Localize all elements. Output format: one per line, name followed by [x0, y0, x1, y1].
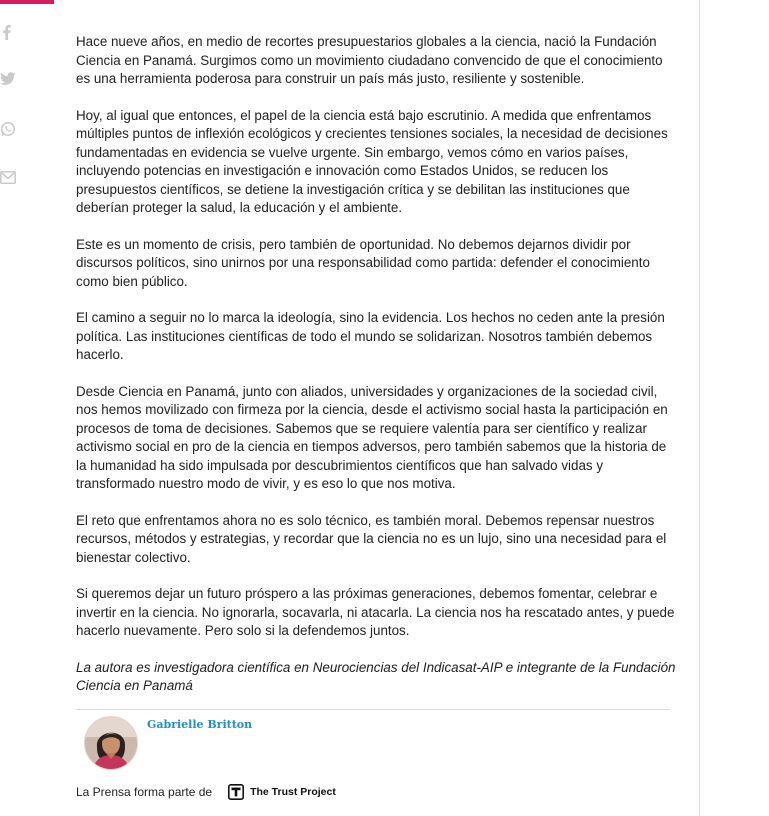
author-divider [76, 709, 670, 710]
trust-project-name: The Trust Project [250, 786, 336, 798]
article-paragraph: Este es un momento de crisis, pero también de oportunidad. No debemos dejarnos dividir por discursos políticos, sino unirnos por una responsabilidad como partida: defender el conocimiento como bien público. [76, 236, 650, 289]
article-body [76, 33, 676, 714]
trust-project-icon [228, 784, 244, 800]
whatsapp-icon[interactable] [0, 121, 16, 137]
top-accent-bar [0, 0, 54, 4]
author-avatar[interactable] [84, 716, 138, 770]
article-paragraph: Hoy, al igual que entonces, el papel de la ciencia está bajo escrutinio. A medida que enfrentamos múltiples puntos de inflexión ecológicos y crecientes tensiones sociales, la necesidad de decisiones fundamentadas en evidencia se vuelve urgente. Sin embargo, vemos cómo en varios países, incluyendo potencias en investigación e innovación como Estados Unidos, se reducen los presupuestos científicos, se detiene la investigación crítica y se debilitan las instituciones que deberían proteger la salud, la educación y el ambiente. [76, 107, 668, 215]
email-icon[interactable] [0, 171, 16, 184]
article-paragraph: Desde Ciencia en Panamá, junto con aliados, universidades y organizaciones de la sociedad civil, nos hemos movilizado con firmeza por la ciencia, desde el activismo social hasta la participación en procesos de toma de decisiones. Sabemos que se requiere valentía para ser científico y realizar activismo social en pro de la ciencia en tiempos adversos, pero también sabemos que la historia de la humanidad ha sido impulsada por descubrimientos científicos que han salvado vidas y transformado nuestro modo de vivir, y es eso lo que nos motiva. [76, 383, 668, 491]
facebook-icon[interactable] [0, 24, 14, 40]
author-note: La autora es investigadora científica en Neurociencias del Indicasat-AIP e integrante de la Fundación Ciencia en Panamá [76, 659, 676, 693]
article-paragraph: Hace nueve años, en medio de recortes presupuestarios globales a la ciencia, nació la Fundación Ciencia en Panamá. Surgimos como un movimiento ciudadano convencido de que el conocimiento es una herramienta poderosa para construir un país más justo, resiliente y sostenible. [76, 34, 663, 86]
article-paragraph: El reto que enfrentamos ahora no es solo técnico, es también moral. Debemos repensar nuestros recursos, métodos y estrategias, y recordar que la ciencia no es un lujo, sino una necesidad para el bienestar colectivo. [76, 512, 667, 565]
column-divider [699, 0, 700, 816]
author-name-link[interactable]: Gabrielle Britton [147, 718, 253, 731]
twitter-icon[interactable] [0, 72, 16, 86]
trust-project-label: La Prensa forma parte de [76, 785, 213, 799]
trust-project-line [76, 782, 336, 802]
article-paragraph: Si queremos dejar un futuro próspero a las próximas generaciones, debemos fomentar, celebrar e invertir en la ciencia. No ignorarla, socavarla, ni atacarla. La ciencia nos ha rescatado antes, y puede hacerlo nuevamente. Pero solo si la defendemos juntos. [76, 586, 675, 638]
article-paragraph: El camino a seguir no lo marca la ideología, sino la evidencia. Los hechos no ceden ante la presión política. Las instituciones científicas de todo el mundo se solidarizan. Nosotros también debemos hacerlo. [76, 310, 665, 362]
trust-project-logo[interactable] [228, 784, 336, 800]
